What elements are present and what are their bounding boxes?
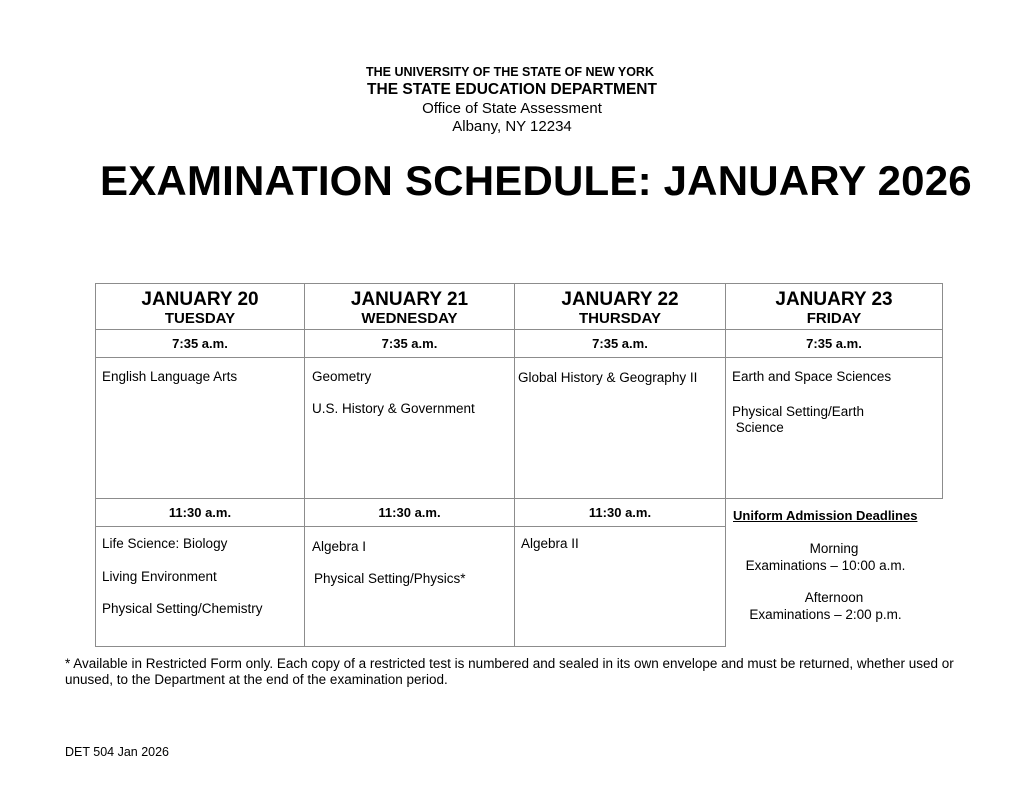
morning-deadline-value: Examinations – 10:00 a.m. bbox=[745, 558, 906, 573]
exam-item: Geometry bbox=[312, 369, 372, 384]
form-code: DET 504 Jan 2026 bbox=[65, 745, 170, 759]
afternoon-exams-jan20 bbox=[95, 526, 305, 647]
exam-item: Physical Setting/Physics* bbox=[314, 571, 466, 586]
morning-time: 7:35 a.m. bbox=[514, 329, 726, 358]
office-name: Office of State Assessment bbox=[422, 100, 602, 117]
exam-item: Earth and Space Sciences bbox=[732, 369, 892, 384]
exam-item: Physical Setting/Chemistry bbox=[102, 601, 263, 616]
day-weekday: THURSDAY bbox=[579, 310, 661, 327]
office-address: Albany, NY 12234 bbox=[452, 118, 572, 135]
afternoon-exams-jan22 bbox=[514, 526, 726, 647]
exam-item: English Language Arts bbox=[102, 369, 238, 384]
day-date: JANUARY 20 bbox=[141, 289, 259, 310]
morning-exams-jan22 bbox=[514, 357, 726, 499]
day-weekday: WEDNESDAY bbox=[361, 310, 458, 327]
morning-deadline-label: Morning bbox=[809, 541, 859, 556]
restricted-form-footnote: * Available in Restricted Form only. Each copy of a restricted test is numbered and sealed in its own envelope and must be returned, whether used or unused, to the Department at the end of the examination period. bbox=[65, 656, 954, 687]
morning-exams-jan23 bbox=[725, 357, 943, 499]
exam-item: Algebra II bbox=[521, 536, 579, 551]
day-date: JANUARY 21 bbox=[350, 289, 469, 310]
afternoon-exams-jan21 bbox=[304, 526, 515, 647]
afternoon-time: 11:30 a.m. bbox=[304, 498, 515, 527]
exam-item: Living Environment bbox=[102, 569, 217, 584]
page-title: EXAMINATION SCHEDULE: JANUARY 2026 bbox=[100, 157, 972, 204]
morning-exams-jan21 bbox=[304, 357, 515, 499]
afternoon-time: 11:30 a.m. bbox=[95, 498, 305, 527]
morning-time: 7:35 a.m. bbox=[95, 329, 305, 358]
exam-item: Physical Setting/Earth bbox=[732, 404, 865, 419]
afternoon-deadline bbox=[726, 589, 942, 623]
exam-item: Life Science: Biology bbox=[102, 536, 228, 551]
day-weekday: FRIDAY bbox=[806, 310, 862, 327]
day-date: JANUARY 22 bbox=[561, 289, 679, 310]
department-name: THE STATE EDUCATION DEPARTMENT bbox=[367, 81, 657, 98]
exam-item: Algebra I bbox=[312, 539, 367, 554]
morning-exams-jan20 bbox=[95, 357, 305, 499]
day-header-jan20 bbox=[95, 283, 305, 330]
exam-item: Science bbox=[732, 420, 784, 435]
morning-time: 7:35 a.m. bbox=[304, 329, 515, 358]
day-header-jan22 bbox=[514, 283, 726, 330]
day-weekday: TUESDAY bbox=[164, 310, 236, 327]
afternoon-deadline-label: Afternoon bbox=[804, 590, 864, 605]
exam-item: U.S. History & Government bbox=[312, 401, 475, 416]
day-date: JANUARY 23 bbox=[775, 289, 893, 310]
university-name: THE UNIVERSITY OF THE STATE OF NEW YORK bbox=[366, 65, 654, 79]
deadlines-title: Uniform Admission Deadlines bbox=[733, 508, 918, 523]
afternoon-time: 11:30 a.m. bbox=[514, 498, 726, 527]
morning-deadline bbox=[726, 540, 942, 574]
day-header-jan23 bbox=[725, 283, 943, 330]
exam-item: Global History & Geography II bbox=[518, 370, 698, 385]
afternoon-deadline-value: Examinations – 2:00 p.m. bbox=[749, 607, 902, 622]
morning-time: 7:35 a.m. bbox=[725, 329, 943, 358]
day-header-jan21 bbox=[304, 283, 515, 330]
